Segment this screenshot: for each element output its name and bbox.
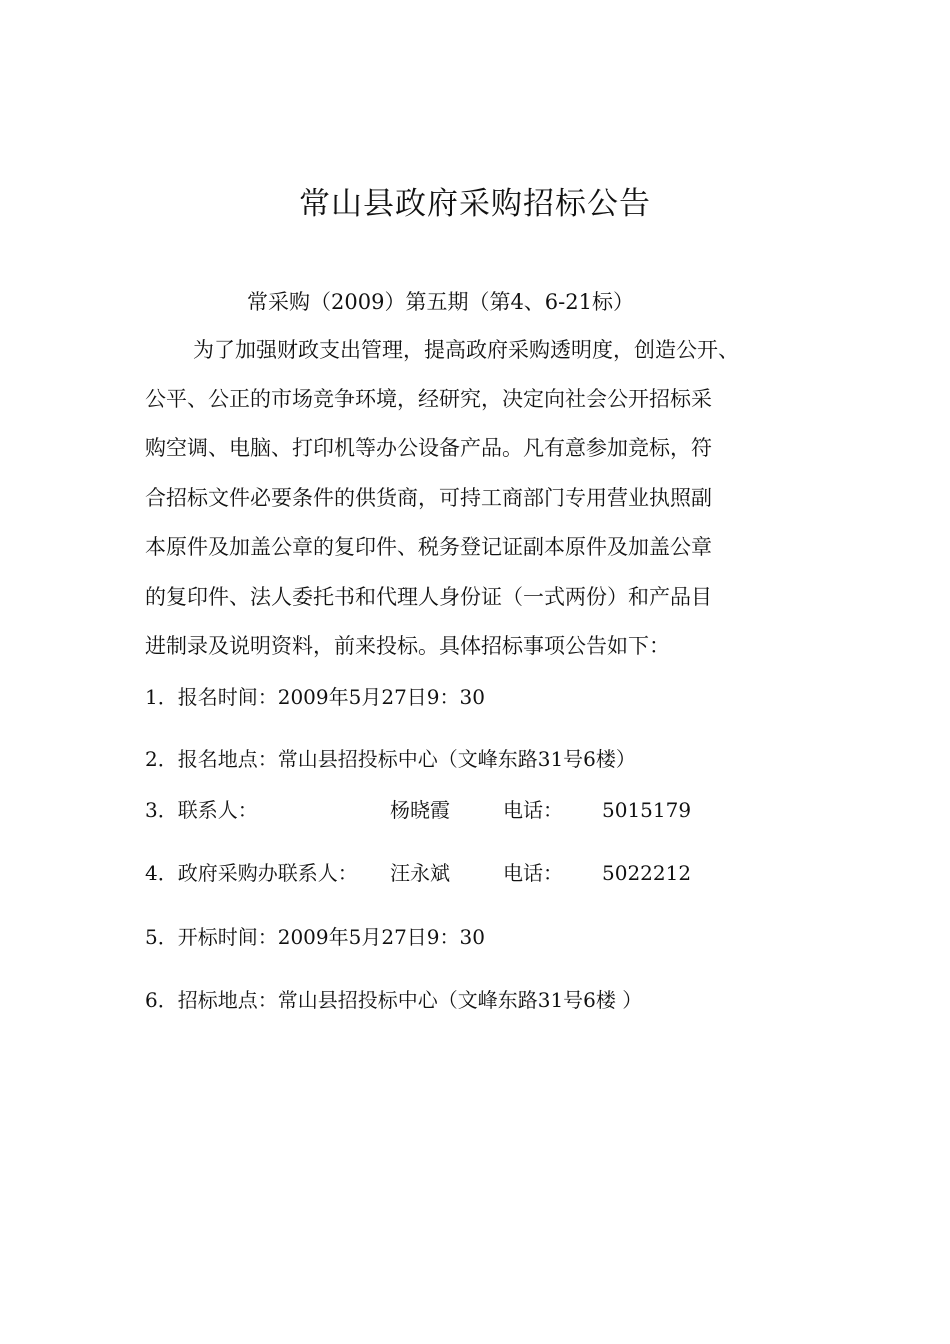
document-subtitle: 常采购（2009）第五期（第4、6-21标）	[247, 290, 634, 314]
paragraph-line: 本原件及加盖公章的复印件、税务登记证副本原件及加盖公章	[145, 535, 712, 559]
item-registration-place: 2．报名地点：常山县招投标中心（文峰东路31号6楼）	[145, 747, 636, 771]
item-procurement-contact-name: 汪永斌	[390, 861, 450, 885]
item-contact-phone: 5015179	[602, 798, 692, 822]
paragraph-line: 合招标文件必要条件的供货商，可持工商部门专用营业执照副	[145, 486, 712, 510]
paragraph-line: 公平、公正的市场竞争环境，经研究，决定向社会公开招标采	[145, 387, 712, 411]
item-procurement-phone: 5022212	[602, 861, 692, 885]
item-contact-name: 杨晓霞	[390, 798, 450, 822]
document-title: 常山县政府采购招标公告	[299, 186, 651, 222]
paragraph-line: 的复印件、法人委托书和代理人身份证（一式两份）和产品目	[145, 585, 712, 609]
item-procurement-contact-label: 4．政府采购办联系人：	[145, 861, 358, 885]
paragraph-line: 进制录及说明资料，前来投标。具体招标事项公告如下：	[145, 634, 670, 658]
item-contact-label: 3．联系人：	[145, 798, 258, 822]
item-registration-time: 1．报名时间：2009年5月27日9：30	[145, 685, 485, 709]
item-procurement-phone-label: 电话：	[503, 861, 563, 885]
paragraph-line: 为了加强财政支出管理，提高政府采购透明度，创造公开、	[193, 338, 739, 362]
item-bid-place: 6．招标地点：常山县招投标中心（文峰东路31号6楼 ）	[145, 988, 643, 1012]
item-contact-phone-label: 电话：	[503, 798, 563, 822]
paragraph-line: 购空调、电脑、打印机等办公设备产品。凡有意参加竞标，符	[145, 436, 712, 460]
item-bid-opening-time: 5．开标时间：2009年5月27日9：30	[145, 925, 485, 949]
